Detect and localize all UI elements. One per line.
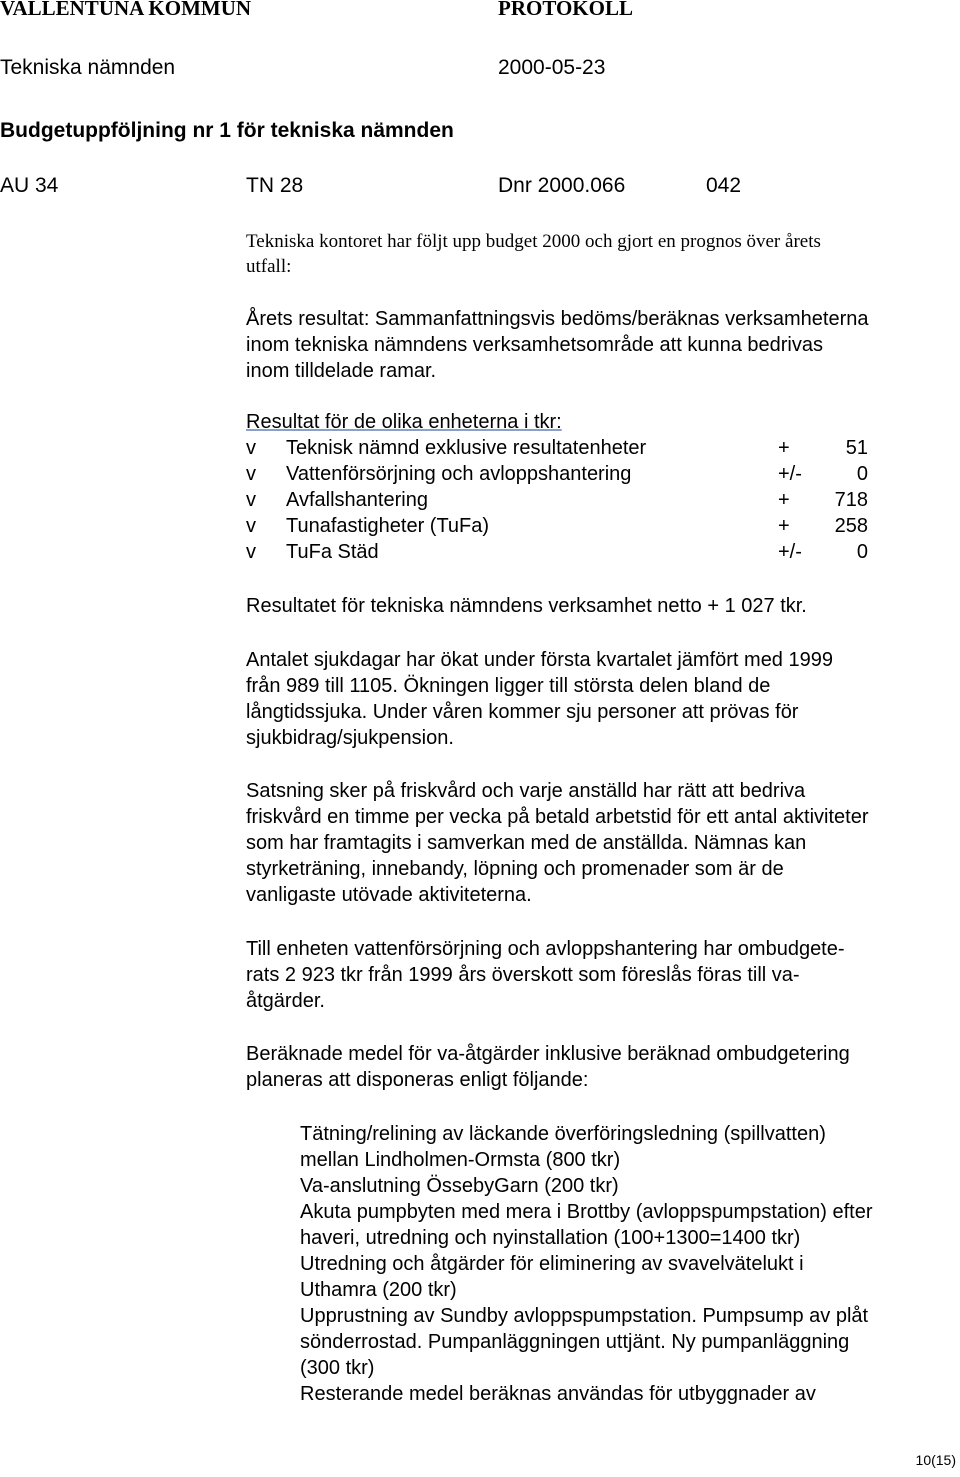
intro-paragraph <box>246 229 958 279</box>
measure-line: Va-anslutning ÖssebyGarn (200 tkr) <box>300 1175 619 1197</box>
unit-row <box>246 489 876 515</box>
intro-line: utfall: <box>246 256 292 277</box>
unit-name: TuFa Städ <box>286 541 379 563</box>
paragraph-line: Beräknade medel för va-åtgärder inklusive beräknad ombudgetering <box>246 1043 850 1065</box>
unit-value: 258 <box>834 515 868 537</box>
bullet-glyph: v <box>246 437 256 459</box>
unit-name: Vattenförsörjning och avloppshantering <box>286 463 632 485</box>
paragraph-line: Satsning sker på friskvård och varje anställd har rätt att bedriva <box>246 780 806 802</box>
au-number: AU 34 <box>0 174 59 197</box>
paragraph-line: åtgärder. <box>246 990 325 1012</box>
measure-line: (300 tkr) <box>300 1357 375 1379</box>
tn-number: TN 28 <box>246 174 304 197</box>
paragraph-line: långtidssjuka. Under våren kommer sju personer att prövas för <box>246 701 799 723</box>
bullet-glyph: v <box>246 463 256 485</box>
measure-line: Upprustning av Sundby avloppspumpstation. Pumpsump av plåt <box>300 1305 869 1327</box>
unit-row <box>246 437 876 463</box>
paragraph-line: sjukbidrag/sjukpension. <box>246 727 454 749</box>
page-title: Budgetuppföljning nr 1 för tekniska nämnden <box>0 119 454 142</box>
document-type: PROTOKOLL <box>498 0 633 20</box>
summary-line: Årets resultat: Sammanfattningsvis bedöms/beräknas verksamheterna <box>246 308 869 330</box>
plan-paragraph <box>246 1041 958 1093</box>
paragraph-line: från 989 till 1105. Ökningen ligger till största delen bland de <box>246 675 771 697</box>
bullet-glyph: v <box>246 541 256 563</box>
paragraph-line: friskvård en timme per vecka på betald arbetstid för ett antal aktiviteter <box>246 806 869 828</box>
unit-sign: +/- <box>778 463 802 485</box>
org-name: VALLENTUNA KOMMUN <box>0 0 252 20</box>
paragraph-line: Antalet sjukdagar har ökat under första kvartalet jämfört med 1999 <box>246 649 833 671</box>
unit-row <box>246 515 876 541</box>
measure-line: Akuta pumpbyten med mera i Brottby (avloppspumpstation) efter <box>300 1201 873 1223</box>
unit-value: 718 <box>834 489 868 511</box>
bullet-glyph: v <box>246 489 256 511</box>
unit-name: Tunafastigheter (TuFa) <box>286 515 490 537</box>
paragraph-line: vanligaste utövade aktiviteterna. <box>246 884 532 906</box>
result-summary <box>246 306 958 384</box>
unit-sign: + <box>778 515 790 537</box>
unit-sign: + <box>778 489 790 511</box>
water-paragraph <box>246 936 958 1014</box>
measure-line: haveri, utredning och nyinstallation (100+1300=1400 tkr) <box>300 1227 801 1249</box>
net-result: Resultatet för tekniska nämndens verksamhet netto + 1 027 tkr. <box>246 595 807 617</box>
unit-value: 0 <box>856 541 868 563</box>
wellness-paragraph <box>246 778 958 908</box>
units-heading: Resultat för de olika enheterna i tkr: <box>246 411 562 433</box>
paragraph-line: styrketräning, innebandy, löpning och promenader som är de <box>246 858 784 880</box>
paragraph-line: rats 2 923 tkr från 1999 års överskott som föreslås föras till va- <box>246 964 800 986</box>
measure-line: Utredning och åtgärder för eliminering av svavelvätelukt i <box>300 1253 804 1275</box>
meeting-date: 2000-05-23 <box>498 56 606 79</box>
measure-line: sönderrostad. Pumpanläggningen uttjänt. Ny pumpanläggning <box>300 1331 850 1353</box>
unit-name: Avfallshantering <box>286 489 428 511</box>
unit-name: Teknisk nämnd exklusive resultatenheter <box>286 437 647 459</box>
sick-days-paragraph <box>246 647 958 751</box>
paragraph-line: Till enheten vattenförsörjning och avloppshantering har ombudgete- <box>246 938 845 960</box>
summary-line: inom tilldelade ramar. <box>246 360 437 382</box>
unit-value: 0 <box>856 463 868 485</box>
page-number: 10(15) <box>915 1452 956 1468</box>
measure-line: mellan Lindholmen-Ormsta (800 tkr) <box>300 1149 621 1171</box>
unit-sign: +/- <box>778 541 802 563</box>
classification-code: 042 <box>706 174 742 197</box>
unit-value: 51 <box>845 437 868 459</box>
measure-line: Tätning/relining av läckande överföringsledning (spillvatten) <box>300 1123 826 1145</box>
intro-line: Tekniska kontoret har följt upp budget 2000 och gjort en prognos över årets <box>246 231 821 252</box>
dnr-number: Dnr 2000.066 <box>498 174 626 197</box>
bullet-glyph: v <box>246 515 256 537</box>
measure-line: Uthamra (200 tkr) <box>300 1279 457 1301</box>
measures-list <box>300 1121 958 1407</box>
unit-row <box>246 541 876 567</box>
paragraph-line: planeras att disponeras enligt följande: <box>246 1069 589 1091</box>
paragraph-line: som har framtagits i samverkan med de anställda. Nämnas kan <box>246 832 807 854</box>
unit-sign: + <box>778 437 790 459</box>
board-name: Tekniska nämnden <box>0 56 176 79</box>
measure-line: Resterande medel beräknas användas för utbyggnader av <box>300 1383 816 1405</box>
summary-line: inom tekniska nämndens verksamhetsområde att kunna bedrivas <box>246 334 823 356</box>
unit-row <box>246 463 876 489</box>
